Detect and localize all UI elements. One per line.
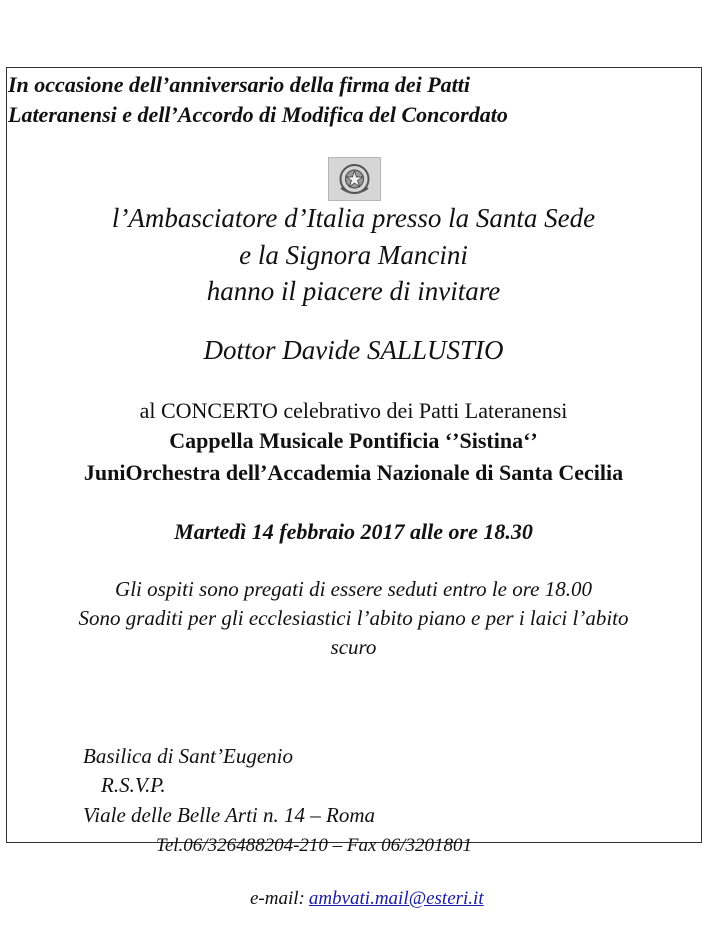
venue-address: Viale delle Belle Arti n. 14 – Roma (83, 803, 375, 827)
occasion-line-2: Lateranensi e dell’Accordo di Modifica del Concordato (8, 102, 508, 127)
venue-place: Basilica di Sant’Eugenio (83, 744, 293, 768)
notes-line-2: Sono graditi per gli ecclesiastici l’abito piano e per i laici l’abito (78, 606, 629, 630)
email-label: e-mail: (250, 888, 305, 909)
occasion-line-1: In occasione dell’anniversario della firma dei Patti (8, 72, 470, 97)
guest-name: Dottor Davide SALLUSTIO (203, 335, 504, 365)
event-date: Martedì 14 febbraio 2017 alle ore 18.30 (174, 519, 533, 544)
notes-line-1: Gli ospiti sono pregati di essere seduti entro le ore 18.00 (115, 577, 592, 601)
rsvp-label: R.S.V.P. (101, 773, 166, 797)
italian-republic-emblem-icon (328, 157, 381, 201)
notes-line-3: scuro (330, 635, 377, 659)
host-line-1: l’Ambasciatore d’Italia presso la Santa Sede (111, 203, 596, 233)
concert-line-1: al CONCERTO celebrativo dei Patti Lateranensi (139, 398, 568, 423)
concert-line-2: Cappella Musicale Pontificia ‘’Sistina‘’ (169, 428, 538, 453)
email-link[interactable]: ambvati.mail@esteri.it (308, 888, 484, 909)
concert-line-3: JuniOrchestra dell’Accademia Nazionale di Santa Cecilia (83, 460, 624, 485)
host-line-3: hanno il piacere di invitare (206, 276, 501, 306)
host-line-2: e la Signora Mancini (239, 240, 468, 270)
venue-phone: Tel.06/326488204-210 – Fax 06/3201801 (156, 835, 472, 856)
email-row (250, 888, 484, 910)
